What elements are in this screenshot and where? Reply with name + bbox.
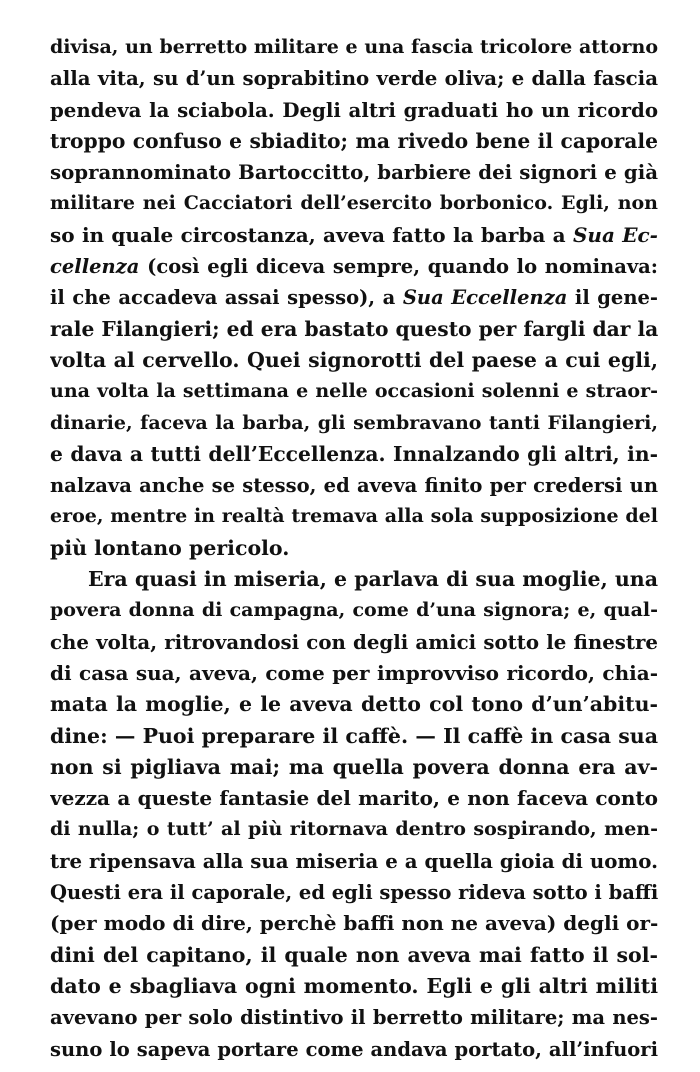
text-line <box>50 251 658 282</box>
text-line: suno lo sapeva portare come andava portato, all’infuori <box>50 1037 658 1061</box>
text-line: troppo confuso e sbiadito; ma rivedo bene il caporale <box>50 128 658 153</box>
italic-run: Sua Eccellenza <box>402 286 568 310</box>
text-line: nalzava anche se stesso, ed aveva finito per credersi un <box>50 474 658 498</box>
page-text <box>50 32 658 1065</box>
text-line: dini del capitano, il quale non aveva mai fatto il sol- <box>50 942 658 967</box>
text-line: mata la moglie, e le aveva detto col tono d’un’abitu- <box>50 692 658 717</box>
text-line: di casa sua, aveva, come per improvviso ricordo, chia- <box>50 660 658 685</box>
text-line: non si pigliava mai; ma quella povera donna era av- <box>50 754 658 779</box>
text-run: il gene- <box>567 286 658 310</box>
text-line <box>50 282 658 313</box>
text-line: avevano per solo distintivo il berretto militare; ma nes- <box>50 1006 658 1030</box>
text-line: che volta, ritrovandosi con degli amici sotto le finestre <box>50 629 658 654</box>
text-line: dine: — Puoi preparare il caffè. — Il caffè in casa sua <box>50 723 658 748</box>
text-line <box>50 220 658 251</box>
text-line: di nulla; o tutt’ al più ritornava dentro sospirando, men- <box>50 818 658 841</box>
text-line: e dava a tutti dell’Eccellenza. Innalzando gli altri, in- <box>50 441 658 466</box>
text-line: dinarie, faceva la barba, gli sembravano tanti Filangieri, <box>50 411 658 434</box>
text-line: più lontano pericolo. <box>50 535 290 560</box>
italic-run: Sua Ec- <box>572 222 658 247</box>
text-line: (per modo di dire, perchè baffi non ne aveva) degli or- <box>50 911 658 936</box>
text-line: vezza a queste fantasie del marito, e non faceva conto <box>50 786 658 811</box>
text-line: eroe, mentre in realtà tremava alla sola supposizione del <box>50 505 658 528</box>
text-line: una volta la settimana e nelle occasioni solenni e straor- <box>50 380 658 403</box>
paragraph-1 <box>50 32 658 564</box>
text-line: alla vita, su d’un soprabitino verde oliva; e dalla fascia <box>50 66 658 91</box>
text-line: povera donna di campagna, come d’una signora; e, qual- <box>50 599 658 622</box>
text-line: divisa, un berretto militare e una fascia tricolore attorno <box>50 36 658 58</box>
italic-run: cellenza <box>50 255 140 279</box>
text-line: Era quasi in miseria, e parlava di sua moglie, una <box>88 567 658 592</box>
text-line: Questi era il caporale, ed egli spesso rideva sotto i baffi <box>50 881 658 905</box>
text-line: dato e sbagliava ogni momento. Egli e gli altri militi <box>50 973 658 998</box>
text-line: volta al cervello. Quei signorotti del paese a cui egli, <box>50 347 658 372</box>
text-line: soprannominato Bartoccitto, barbiere dei signori e già <box>50 160 658 185</box>
text-run: (così egli diceva sempre, quando lo nominava: <box>139 255 658 279</box>
text-line: rale Filangieri; ed era bastato questo per fargli dar la <box>50 316 658 341</box>
text-line: militare nei Cacciatori dell’esercito borbonico. Egli, non <box>50 192 658 215</box>
text-run: so in quale circostanza, aveva fatto la barba a <box>50 222 573 247</box>
text-run: il che accadeva assai spesso), a <box>50 286 403 310</box>
paragraph-2 <box>50 564 658 1065</box>
text-line: tre ripensava alla sua miseria e a quella gioia di uomo. <box>50 848 658 873</box>
text-line: pendeva la sciabola. Degli altri graduati ho un ricordo <box>50 97 658 122</box>
